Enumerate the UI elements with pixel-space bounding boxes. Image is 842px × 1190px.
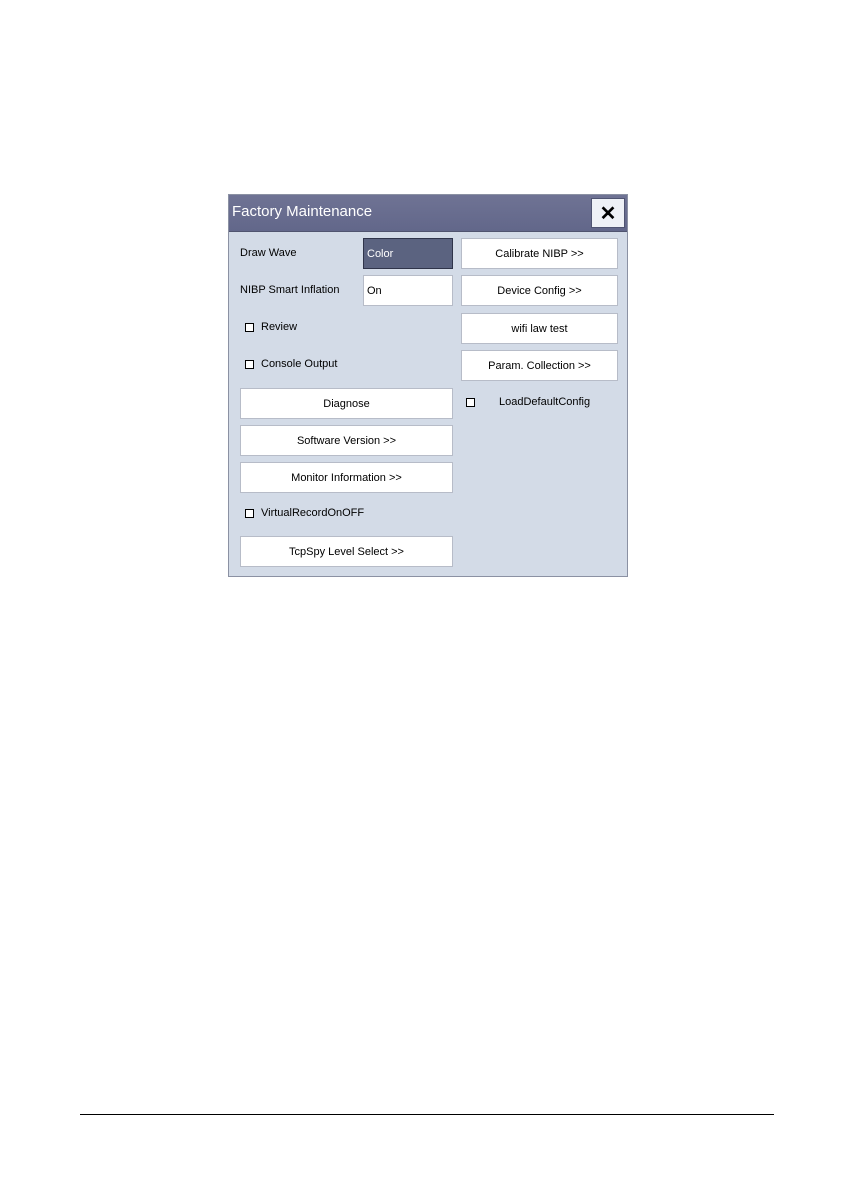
review-checkbox-row[interactable] [245, 321, 297, 333]
software-version-button[interactable]: Software Version >> [240, 425, 453, 456]
wifi-law-test-button[interactable]: wifi law test [461, 313, 618, 344]
device-config-button[interactable]: Device Config >> [461, 275, 618, 306]
console-output-checkbox-row[interactable] [245, 358, 337, 370]
virtual-record-checkbox-row[interactable] [245, 507, 364, 519]
calibrate-nibp-button[interactable]: Calibrate NIBP >> [461, 238, 618, 269]
load-default-config-label: LoadDefaultConfig [499, 396, 591, 408]
review-checkbox[interactable] [245, 323, 254, 332]
tcpspy-level-select-button[interactable]: TcpSpy Level Select >> [240, 536, 453, 567]
nibp-smart-inflation-label: NIBP Smart Inflation [240, 284, 340, 296]
review-label: Review [261, 321, 298, 333]
nibp-smart-inflation-select[interactable]: On [363, 275, 453, 306]
load-default-config-checkbox[interactable] [466, 398, 475, 407]
dialog-titlebar [229, 195, 627, 232]
virtual-record-checkbox[interactable] [245, 509, 254, 518]
console-output-checkbox[interactable] [245, 360, 254, 369]
diagnose-button[interactable]: Diagnose [240, 388, 453, 419]
dialog-title: Factory Maintenance [232, 203, 373, 220]
console-output-label: Console Output [261, 358, 338, 370]
load-default-config-checkbox-row[interactable] [466, 396, 590, 408]
close-button[interactable] [591, 198, 625, 228]
draw-wave-select[interactable]: Color [363, 238, 453, 269]
monitor-information-button[interactable]: Monitor Information >> [240, 462, 453, 493]
virtual-record-label: VirtualRecordOnOFF [261, 507, 365, 519]
factory-maintenance-dialog [228, 194, 628, 577]
param-collection-button[interactable]: Param. Collection >> [461, 350, 618, 381]
close-icon: ✕ [599, 202, 617, 225]
draw-wave-label: Draw Wave [240, 247, 297, 259]
footer-divider [80, 1114, 774, 1115]
